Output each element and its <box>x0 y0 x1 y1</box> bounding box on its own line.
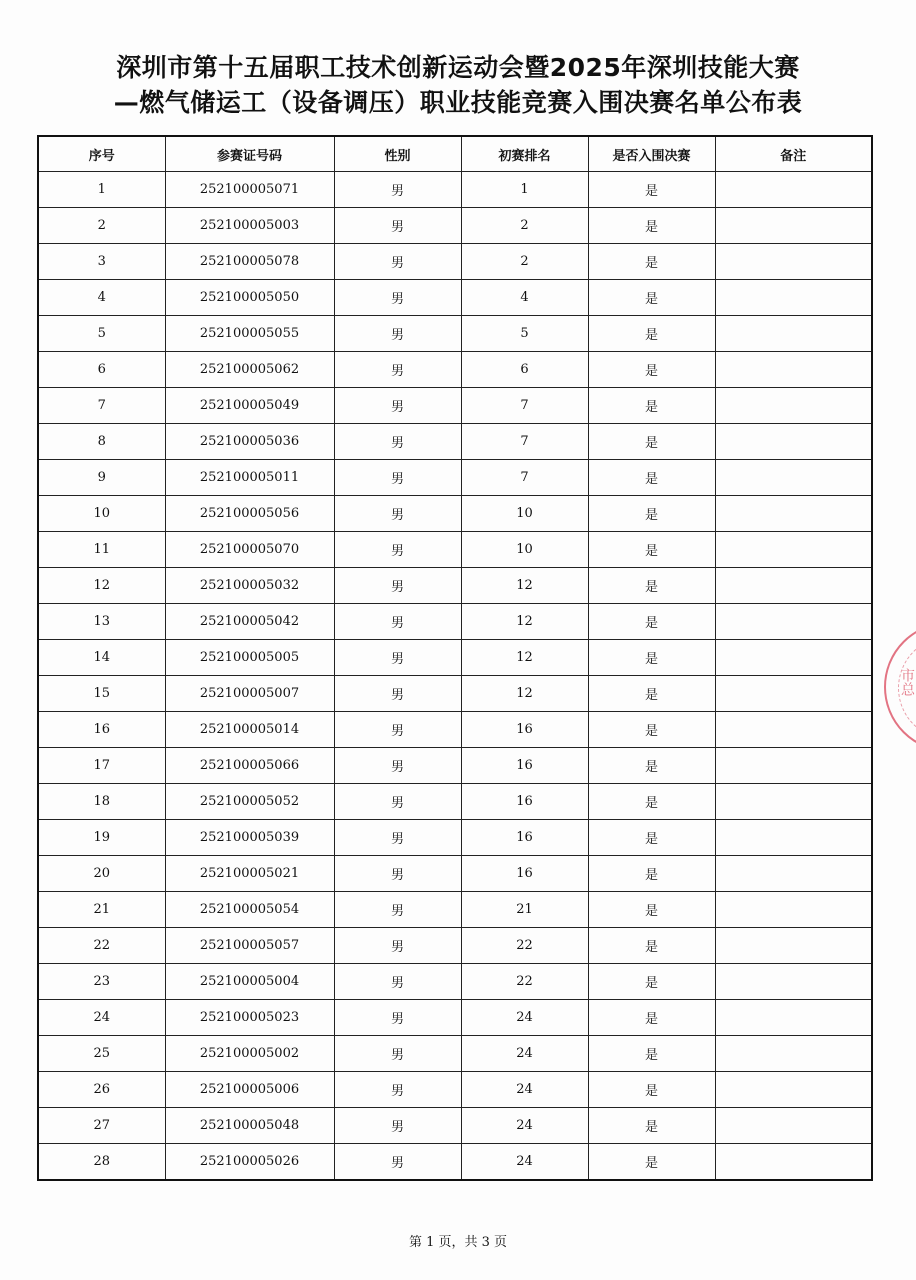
cell-remarks <box>715 280 872 316</box>
cell-gender: 男 <box>334 1036 461 1072</box>
cell-serial: 3 <box>38 244 165 280</box>
seal-text: 市总 <box>899 668 915 696</box>
cell-prelim-rank: 12 <box>461 640 588 676</box>
table-row <box>38 640 872 676</box>
cell-remarks <box>715 712 872 748</box>
official-seal <box>884 622 916 752</box>
cell-remarks <box>715 640 872 676</box>
cell-cert-number: 252100005005 <box>165 640 334 676</box>
cell-cert-number: 252100005007 <box>165 676 334 712</box>
cell-cert-number: 252100005004 <box>165 964 334 1000</box>
cell-advanced: 是 <box>588 244 715 280</box>
cell-cert-number: 252100005032 <box>165 568 334 604</box>
cell-remarks <box>715 172 872 208</box>
cell-prelim-rank: 6 <box>461 352 588 388</box>
table-row <box>38 1072 872 1108</box>
table-row <box>38 208 872 244</box>
cell-gender: 男 <box>334 208 461 244</box>
cell-advanced: 是 <box>588 352 715 388</box>
page-footer: 第 1 页，共 3 页 <box>408 1235 508 1250</box>
cell-gender: 男 <box>334 1000 461 1036</box>
cell-advanced: 是 <box>588 568 715 604</box>
table-row <box>38 1144 872 1181</box>
table-row <box>38 496 872 532</box>
cell-serial: 4 <box>38 280 165 316</box>
cell-remarks <box>715 1072 872 1108</box>
cell-prelim-rank: 1 <box>461 172 588 208</box>
cell-prelim-rank: 24 <box>461 1000 588 1036</box>
cell-remarks <box>715 1108 872 1144</box>
cell-remarks <box>715 820 872 856</box>
cell-cert-number: 252100005021 <box>165 856 334 892</box>
table-row <box>38 1036 872 1072</box>
cell-serial: 23 <box>38 964 165 1000</box>
cell-serial: 20 <box>38 856 165 892</box>
cell-prelim-rank: 12 <box>461 604 588 640</box>
header-cell-advanced: 是否入围决赛 <box>588 136 715 172</box>
cell-cert-number: 252100005057 <box>165 928 334 964</box>
cell-prelim-rank: 2 <box>461 244 588 280</box>
table-row <box>38 172 872 208</box>
cell-cert-number: 252100005054 <box>165 892 334 928</box>
cell-remarks <box>715 784 872 820</box>
cell-serial: 11 <box>38 532 165 568</box>
cell-advanced: 是 <box>588 208 715 244</box>
cell-gender: 男 <box>334 280 461 316</box>
cell-remarks <box>715 1036 872 1072</box>
cell-gender: 男 <box>334 1144 461 1181</box>
cell-serial: 13 <box>38 604 165 640</box>
cell-prelim-rank: 16 <box>461 784 588 820</box>
cell-remarks <box>715 604 872 640</box>
cell-serial: 27 <box>38 1108 165 1144</box>
cell-advanced: 是 <box>588 928 715 964</box>
cell-cert-number: 252100005026 <box>165 1144 334 1181</box>
cell-advanced: 是 <box>588 856 715 892</box>
cell-cert-number: 252100005003 <box>165 208 334 244</box>
cell-cert-number: 252100005056 <box>165 496 334 532</box>
cell-serial: 16 <box>38 712 165 748</box>
cell-cert-number: 252100005078 <box>165 244 334 280</box>
cell-gender: 男 <box>334 712 461 748</box>
table-row <box>38 244 872 280</box>
cell-gender: 男 <box>334 892 461 928</box>
table-row <box>38 748 872 784</box>
cell-remarks <box>715 496 872 532</box>
cell-cert-number: 252100005006 <box>165 1072 334 1108</box>
cell-prelim-rank: 5 <box>461 316 588 352</box>
cell-prelim-rank: 24 <box>461 1144 588 1181</box>
cell-cert-number: 252100005070 <box>165 532 334 568</box>
cell-serial: 24 <box>38 1000 165 1036</box>
cell-prelim-rank: 24 <box>461 1036 588 1072</box>
cell-remarks <box>715 424 872 460</box>
cell-remarks <box>715 748 872 784</box>
cell-remarks <box>715 964 872 1000</box>
finalist-table <box>37 135 873 1181</box>
cell-prelim-rank: 24 <box>461 1072 588 1108</box>
cell-prelim-rank: 16 <box>461 820 588 856</box>
cell-prelim-rank: 16 <box>461 712 588 748</box>
cell-gender: 男 <box>334 460 461 496</box>
table-row <box>38 316 872 352</box>
cell-gender: 男 <box>334 820 461 856</box>
table-row <box>38 928 872 964</box>
cell-gender: 男 <box>334 964 461 1000</box>
cell-prelim-rank: 16 <box>461 856 588 892</box>
cell-gender: 男 <box>334 676 461 712</box>
cell-cert-number: 252100005050 <box>165 280 334 316</box>
cell-remarks <box>715 316 872 352</box>
cell-remarks <box>715 532 872 568</box>
table-row <box>38 532 872 568</box>
cell-serial: 7 <box>38 388 165 424</box>
cell-serial: 19 <box>38 820 165 856</box>
cell-cert-number: 252100005042 <box>165 604 334 640</box>
cell-advanced: 是 <box>588 1144 715 1181</box>
header-cell-prelim-rank: 初赛排名 <box>461 136 588 172</box>
cell-gender: 男 <box>334 1108 461 1144</box>
cell-remarks <box>715 208 872 244</box>
cell-gender: 男 <box>334 316 461 352</box>
cell-advanced: 是 <box>588 784 715 820</box>
page-title-line1: 深圳市第十五届职工技术创新运动会暨2025年深圳技能大赛 <box>116 53 800 82</box>
cell-cert-number: 252100005014 <box>165 712 334 748</box>
header-cell-remarks: 备注 <box>715 136 872 172</box>
cell-advanced: 是 <box>588 1108 715 1144</box>
cell-gender: 男 <box>334 568 461 604</box>
cell-prelim-rank: 22 <box>461 964 588 1000</box>
cell-advanced: 是 <box>588 316 715 352</box>
cell-remarks <box>715 892 872 928</box>
cell-gender: 男 <box>334 532 461 568</box>
cell-advanced: 是 <box>588 604 715 640</box>
cell-advanced: 是 <box>588 964 715 1000</box>
cell-gender: 男 <box>334 928 461 964</box>
cell-prelim-rank: 22 <box>461 928 588 964</box>
cell-serial: 2 <box>38 208 165 244</box>
cell-advanced: 是 <box>588 1072 715 1108</box>
table-row <box>38 784 872 820</box>
table-row <box>38 568 872 604</box>
cell-advanced: 是 <box>588 892 715 928</box>
cell-remarks <box>715 388 872 424</box>
cell-gender: 男 <box>334 604 461 640</box>
cell-remarks <box>715 928 872 964</box>
cell-remarks <box>715 244 872 280</box>
cell-prelim-rank: 7 <box>461 424 588 460</box>
cell-advanced: 是 <box>588 1036 715 1072</box>
cell-cert-number: 252100005055 <box>165 316 334 352</box>
cell-gender: 男 <box>334 748 461 784</box>
cell-prelim-rank: 21 <box>461 892 588 928</box>
cell-serial: 10 <box>38 496 165 532</box>
cell-serial: 6 <box>38 352 165 388</box>
cell-gender: 男 <box>334 784 461 820</box>
cell-remarks <box>715 1144 872 1181</box>
table-row <box>38 820 872 856</box>
cell-advanced: 是 <box>588 280 715 316</box>
cell-gender: 男 <box>334 496 461 532</box>
cell-serial: 28 <box>38 1144 165 1181</box>
cell-cert-number: 252100005062 <box>165 352 334 388</box>
cell-advanced: 是 <box>588 460 715 496</box>
cell-prelim-rank: 24 <box>461 1108 588 1144</box>
cell-serial: 18 <box>38 784 165 820</box>
cell-advanced: 是 <box>588 172 715 208</box>
cell-serial: 9 <box>38 460 165 496</box>
cell-gender: 男 <box>334 244 461 280</box>
cell-advanced: 是 <box>588 1000 715 1036</box>
table-header-row <box>38 136 872 172</box>
cell-prelim-rank: 4 <box>461 280 588 316</box>
cell-prelim-rank: 2 <box>461 208 588 244</box>
cell-cert-number: 252100005036 <box>165 424 334 460</box>
cell-cert-number: 252100005066 <box>165 748 334 784</box>
page-title-line2: —燃气储运工（设备调压）职业技能竞赛入围决赛名单公布表 <box>113 88 803 117</box>
cell-cert-number: 252100005023 <box>165 1000 334 1036</box>
header-cell-cert-number: 参赛证号码 <box>165 136 334 172</box>
cell-serial: 12 <box>38 568 165 604</box>
cell-remarks <box>715 460 872 496</box>
cell-advanced: 是 <box>588 712 715 748</box>
table-row <box>38 604 872 640</box>
cell-cert-number: 252100005039 <box>165 820 334 856</box>
table-row <box>38 892 872 928</box>
cell-advanced: 是 <box>588 388 715 424</box>
cell-prelim-rank: 7 <box>461 460 588 496</box>
table-row <box>38 676 872 712</box>
table-row <box>38 388 872 424</box>
cell-serial: 8 <box>38 424 165 460</box>
cell-advanced: 是 <box>588 676 715 712</box>
cell-remarks <box>715 856 872 892</box>
cell-serial: 17 <box>38 748 165 784</box>
cell-serial: 14 <box>38 640 165 676</box>
cell-prelim-rank: 16 <box>461 748 588 784</box>
cell-advanced: 是 <box>588 820 715 856</box>
cell-gender: 男 <box>334 640 461 676</box>
table-row <box>38 712 872 748</box>
table-row <box>38 280 872 316</box>
cell-serial: 26 <box>38 1072 165 1108</box>
cell-advanced: 是 <box>588 532 715 568</box>
cell-gender: 男 <box>334 172 461 208</box>
cell-serial: 22 <box>38 928 165 964</box>
table-row <box>38 460 872 496</box>
cell-serial: 15 <box>38 676 165 712</box>
table-row <box>38 1000 872 1036</box>
cell-remarks <box>715 568 872 604</box>
cell-cert-number: 252100005071 <box>165 172 334 208</box>
cell-cert-number: 252100005048 <box>165 1108 334 1144</box>
cell-cert-number: 252100005049 <box>165 388 334 424</box>
cell-prelim-rank: 12 <box>461 676 588 712</box>
cell-advanced: 是 <box>588 424 715 460</box>
cell-advanced: 是 <box>588 496 715 532</box>
table-row <box>38 964 872 1000</box>
cell-cert-number: 252100005011 <box>165 460 334 496</box>
cell-remarks <box>715 352 872 388</box>
cell-prelim-rank: 10 <box>461 532 588 568</box>
table-row <box>38 424 872 460</box>
cell-cert-number: 252100005052 <box>165 784 334 820</box>
cell-gender: 男 <box>334 388 461 424</box>
cell-serial: 21 <box>38 892 165 928</box>
header-cell-gender: 性别 <box>334 136 461 172</box>
cell-advanced: 是 <box>588 640 715 676</box>
cell-gender: 男 <box>334 352 461 388</box>
table-row <box>38 352 872 388</box>
header-cell-serial: 序号 <box>38 136 165 172</box>
cell-serial: 1 <box>38 172 165 208</box>
cell-serial: 5 <box>38 316 165 352</box>
cell-cert-number: 252100005002 <box>165 1036 334 1072</box>
cell-remarks <box>715 676 872 712</box>
cell-gender: 男 <box>334 424 461 460</box>
cell-prelim-rank: 12 <box>461 568 588 604</box>
table-body <box>38 172 872 1181</box>
cell-remarks <box>715 1000 872 1036</box>
cell-advanced: 是 <box>588 748 715 784</box>
cell-gender: 男 <box>334 856 461 892</box>
cell-gender: 男 <box>334 1072 461 1108</box>
cell-prelim-rank: 10 <box>461 496 588 532</box>
cell-serial: 25 <box>38 1036 165 1072</box>
table-row <box>38 1108 872 1144</box>
table-row <box>38 856 872 892</box>
cell-prelim-rank: 7 <box>461 388 588 424</box>
